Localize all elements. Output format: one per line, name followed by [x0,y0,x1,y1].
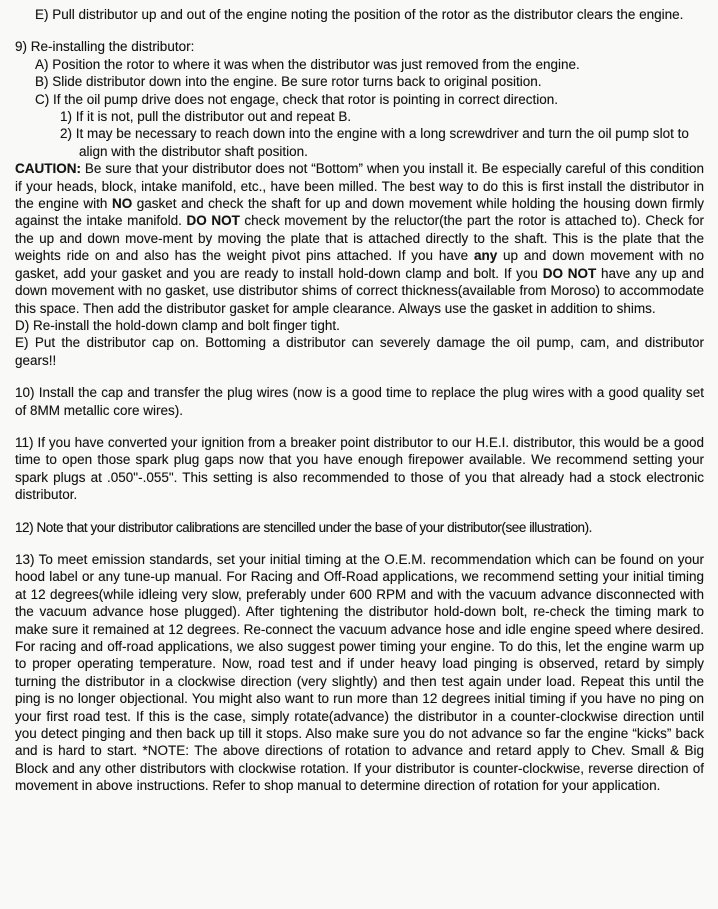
text-run: E) Pull distributor up and out of the engine noting the position of the rotor as the distributor clears the engine. [35,7,684,22]
text-run: 10) Install the cap and transfer the plug wires (now is a good time to replace the plug wires with a good quality set of 8MM metallic core wires). [15,385,704,418]
text-run: C) If the oil pump drive does not engage, check that rotor is pointing in correct direction. [35,91,559,107]
text-run: have any up and down movement with no gasket, use distributor shims of correct thickness(available from Moroso) to accommodate this space. Then add the distributor gasket for ample clearance. Always use the gasket in addition to shims. [15,265,704,316]
text-run: 2) It may be necessary to reach down into the engine with a long screwdriver and turn the oil pump slot to align with the distributor shaft position. [60,126,689,159]
bold-text-run: CAUTION: [15,161,81,177]
text-run: gasket and check the shaft for up and down movement while holding the housing down firmly against the intake manifold. [15,196,704,229]
text-run: 12) Note that your distributor calibrations are stencilled under the base of your distributor(see illustration). [15,519,592,535]
bold-text-run: DO NOT [186,213,240,229]
item-9e [15,334,704,369]
item-11 [15,434,704,504]
item-9a [15,56,704,73]
text-run: A) Position the rotor to where it was when the distributor was just removed from the engine. [35,56,580,72]
text-run: 13) To meet emission standards, set your initial timing at the O.E.M. recommendation which can be found on your hood label or any tune-up manual. For Racing and Off-Road applications, we recommend setting your initial timing at 12 degrees(while idleing very slow, preferably under 600 RPM and with the vacuum advance disconnected with the vacuum advance hose plugged). After tightening the distributor hold-down bolt, re-check the timing mark to make sure it remained at 12 degrees. Re-connect the vacuum advance hose and idle engine speed where desired. For racing and off-road applications, we also suggest power timing your engine. To do this, let the engine warm up to proper operating temperature. Now, road test and if under heavy load pinging is observed, retard by simply turning the distributor in a clockwise direction (very slightly) and then test again under load. Repeat this until the ping is no longer objectional. You might also want to run more than 12 degrees initial timing if you have no ping on your first road test. If this is the case, simply rotate(advance) the distributor in a counter-clockwise direction until you detect pinging and then back up till it stops. Also make sure you do not advance so far the engine “kicks” back and is hard to start. *NOTE: The above directions of rotation to advance and retard apply to Chev. Small & Big Block and any other distributors with clockwise rotation. If your distributor is counter-clockwise, reverse direction of movement in above instructions. Refer to shop manual to determine direction of rotation for your application. [15,551,704,794]
item-13 [15,551,704,795]
text-run: Be sure that your distributor does not “Bottom” when you install it. Be especially careful of this condition if your heads, block, intake manifold, etc., have been milled. The best way to do this is first install the distributor in the engine with [15,161,704,212]
bold-text-run: DO NOT [542,265,597,281]
text-run: up and down movement with no gasket, add your gasket and you are ready to install hold-down clamp and bolt. If you [15,248,704,281]
item-9c [15,91,704,108]
item-10 [15,384,704,419]
bold-text-run: NO [111,196,133,212]
text-run: check movement by the reluctor(the part the rotor is attached to). Check for the up and down move-ment by moving the plate that is attached directly to the shaft. This is the plate that the weights ride on and also has the weight pivot pins attached. If you have [15,213,704,264]
item-9c1 [15,108,704,125]
item-12 [15,519,704,536]
item-9-heading [15,38,704,55]
item-9d [15,317,704,334]
item-9b [15,73,704,90]
text-run: E) Put the distributor cap on. Bottoming a distributor can severely damage the oil pump, cam, and distributor gears!! [15,335,704,368]
text-run: 9) Re-installing the distributor: [15,39,195,55]
document-content [15,6,704,795]
caution-paragraph [15,160,704,317]
bold-text-run: any [473,248,498,264]
text-run: 1) If it is not, pull the distributor out and repeat B. [60,109,352,125]
item-9c2 [15,125,704,160]
text-run: D) Re-install the hold-down clamp and bolt finger tight. [15,317,340,333]
text-run: 11) If you have converted your ignition from a breaker point distributor to our H.E.I. distributor, this would be a good time to open those spark plug gaps now that you have enough firepower available. We recommend setting your spark plugs at .050"-.055". This setting is also recommended to those of you that already had a stock electronic distributor. [15,434,704,503]
item-8e-pull-distributor [15,6,704,23]
text-run: B) Slide distributor down into the engine. Be sure rotor turns back to original position. [35,74,542,90]
